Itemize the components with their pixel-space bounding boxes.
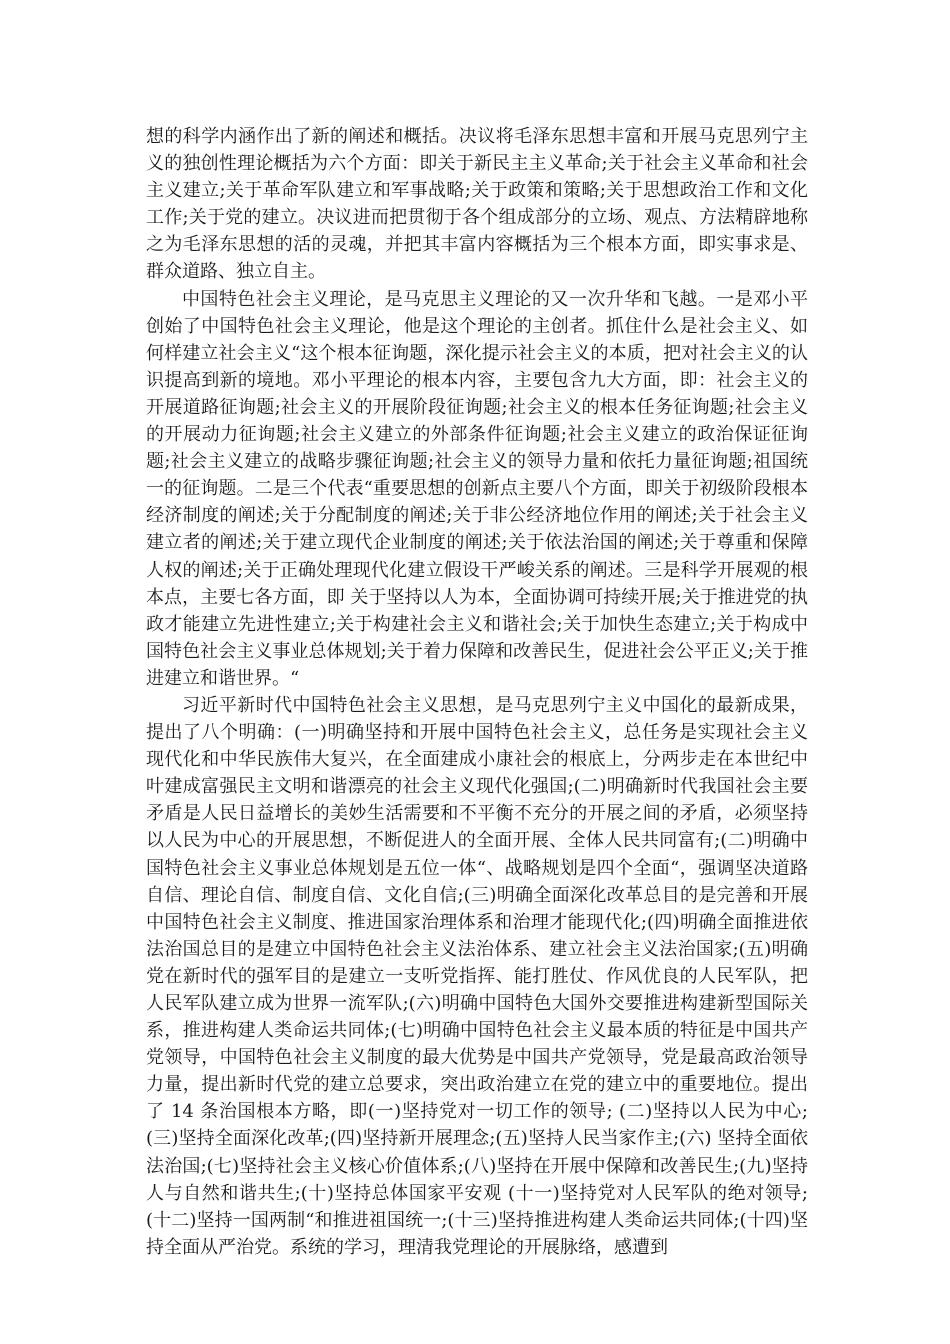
document-body	[146, 123, 808, 1261]
paragraph-socialism-chinese-characteristics: 中国特色社会主义理论，是马克思主义理论的又一次升华和飞越。一是邓小平创始了中国特色社会主义理论，他是这个理论的主创者。抓住什么是社会主义、如何样建立社会主义“这个根本征询题，深化提示社会主义的本质，把对社会主义的认识提高到新的境地。邓小平理论的根本内容，主要包含九大方面，即：社会主义的开展道路征询题;社会主义的开展阶段征询题;社会主义的根本任务征询题;社会主义的开展动力征询题;社会主义建立的外部条件征询题;社会主义建立的政治保证征询题;社会主义建立的战略步骤征询题;社会主义的领导力量和依托力量征询题;祖国统一的征询题。二是三个代表“重要思想的创新点主要八个方面，即关于初级阶段根本经济制度的阐述;关于分配制度的阐述;关于非公经济地位作用的阐述;关于社会主义建立者的阐述;关于建立现代企业制度的阐述;关于依法治国的阐述;关于尊重和保障人权的阐述;关于正确处理现代化建立假设干严峻关系的阐述。三是科学开展观的根本点，主要七各方面，即 关于坚持以人为本，全面协调可持续开展;关于推进党的执政才能建立先进性建立;关于构建社会主义和谐社会;关于加快生态建立;关于构成中国特色社会主义事业总体规划;关于着力保障和改善民生，促进社会公平正义;关于推进建立和谐世界。“	[146, 288, 808, 689]
paragraph-xi-thought: 习近平新时代中国特色社会主义思想，是马克思列宁主义中国化的最新成果，提出了八个明确：(一)明确坚持和开展中国特色社会主义，总任务是实现社会主义现代化和中华民族伟大复兴，在全面建成小康社会的根底上，分两步走在本世纪中叶建成富强民主文明和谐漂亮的社会主义现代化强国;(二)明确新时代我国社会主要矛盾是人民日益增长的美妙生活需要和不平衡不充分的开展之间的矛盾，必须坚持以人民为中心的开展思想，不断促进人的全面开展、全体人民共同富有;(二)明确中国特色社会主义事业总体规划是五位一体“、战略规划是四个全面“，强调坚决道路自信、理论自信、制度自信、文化自信;(三)明确全面深化改革总目的是完善和开展中国特色社会主义制度、推进国家治理体系和治理才能现代化;(四)明确全面推进依法治国总目的是建立中国特色社会主义法治体系、建立社会主义法治国家;(五)明确党在新时代的强军目的是建立一支听党指挥、能打胜仗、作风优良的人民军队，把人民军队建立成为世界一流军队;(六)明确中国特色大国外交要推进构建新型国际关系，推进构建人类命运共同体;(七)明确中国特色社会主义最本质的特征是中国共产党领导，中国特色社会主义制度的最大优势是中国共产党领导，党是最高政治领导力量，提出新时代党的建立总要求，突出政治建立在党的建立中的重要地位。提出了 14 条治国根本方略，即(一)坚持党对一切工作的领导; (二)坚持以人民为中心;(三)坚持全面深化改革;(四)坚持新开展理念;(五)坚持人民当家作主;(六) 坚持全面依法治国;(七)坚持社会主义核心价值体系;(八)坚持在开展中保障和改善民生;(九)坚持人与自然和谐共生;(十)坚持总体国家平安观 (十一)坚持党对人民军队的绝对领导;(十二)坚持一国两制“和推进祖国统一;(十三)坚持推进构建人类命运共同体;(十四)坚持全面从严治党。系统的学习，理清我党理论的开展脉络，感遭到	[146, 694, 808, 1258]
paragraph-mao-thought-continuation: 想的科学内涵作出了新的阐述和概括。决议将毛泽东思想丰富和开展马克思列宁主义的独创性理论概括为六个方面：即关于新民主主义革命;关于社会主义革命和社会主义建立;关于革命军队建立和军事战略;关于政策和策略;关于思想政治工作和文化工作;关于党的建立。决议进而把贯彻于各个组成部分的立场、观点、方法精辟地称之为毛泽东思想的活的灵魂，并把其丰富内容概括为三个根本方面，即实事求是、群众道路、独立自主。	[146, 126, 808, 283]
